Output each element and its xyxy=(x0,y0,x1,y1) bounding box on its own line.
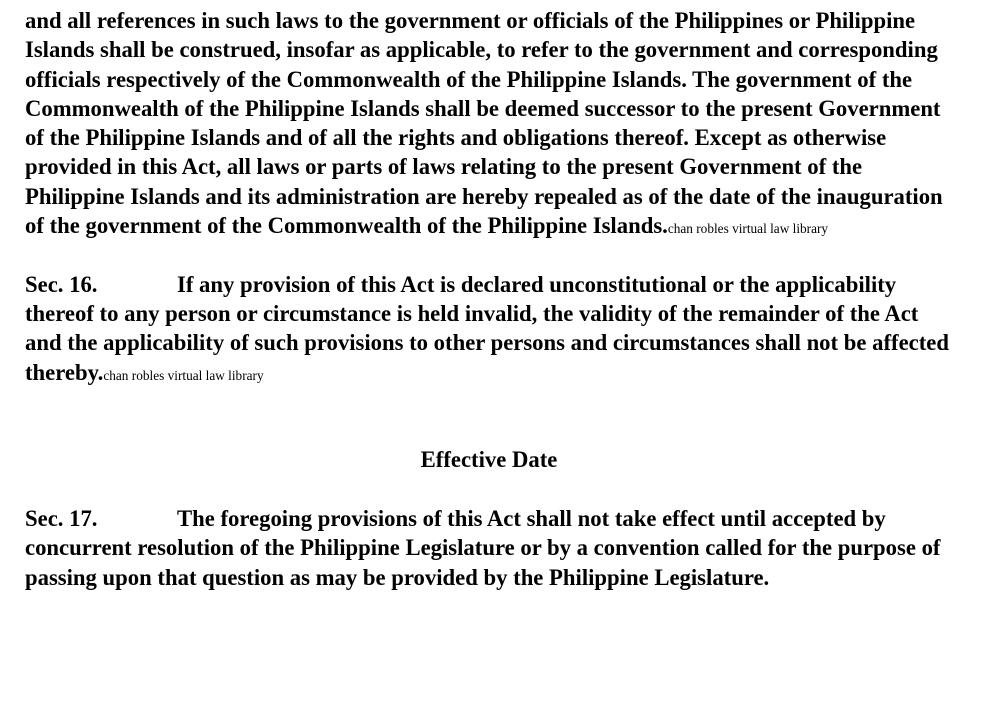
section-heading: Effective Date xyxy=(420,447,558,473)
watermark-link[interactable]: chan robles virtual law library xyxy=(103,367,264,383)
document-body xyxy=(25,6,955,592)
watermark-link[interactable]: chan robles virtual law library xyxy=(667,221,829,237)
paragraph-commonwealth-succession xyxy=(25,6,955,240)
section-16 xyxy=(25,270,955,387)
spacer xyxy=(25,475,955,504)
spacer xyxy=(25,387,955,446)
section-label: Sec. 17. xyxy=(25,506,98,532)
section-text: The foregoing provisions of this Act shall not take effect until accepted by concurrent resolution of the Philippine Legislature or by a convention called for the purpose of passing upon that question as may be provided by the Philippine Legislature. xyxy=(25,506,941,590)
section-text: If any provision of this Act is declared unconstitutional or the applicability thereof to any person or circumstance is held invalid, the validity of the remainder of the Act and the applicability of such provisions to other persons and circumstances shall not be affected thereby. xyxy=(25,271,949,385)
spacer xyxy=(25,240,955,269)
paragraph-text: and all references in such laws to the government or officials of the Philippines or Philippine Islands shall be construed, insofar as applicable, to refer to the government and corresponding officials respectively of the Commonwealth of the Philippine Islands. The government of the Commonwealth of the Philippine Islands shall be deemed successor to the present Government of the Philippine Islands and of all the rights and obligations thereof. Except as otherwise provided in this Act, all laws or parts of laws relating to the present Government of the Philippine Islands and its administration are hereby repealed as of the date of the inauguration of the government of the Commonwealth of the Philippine Islands. xyxy=(25,8,943,239)
section-17 xyxy=(25,504,955,592)
section-label: Sec. 16. xyxy=(25,271,98,297)
